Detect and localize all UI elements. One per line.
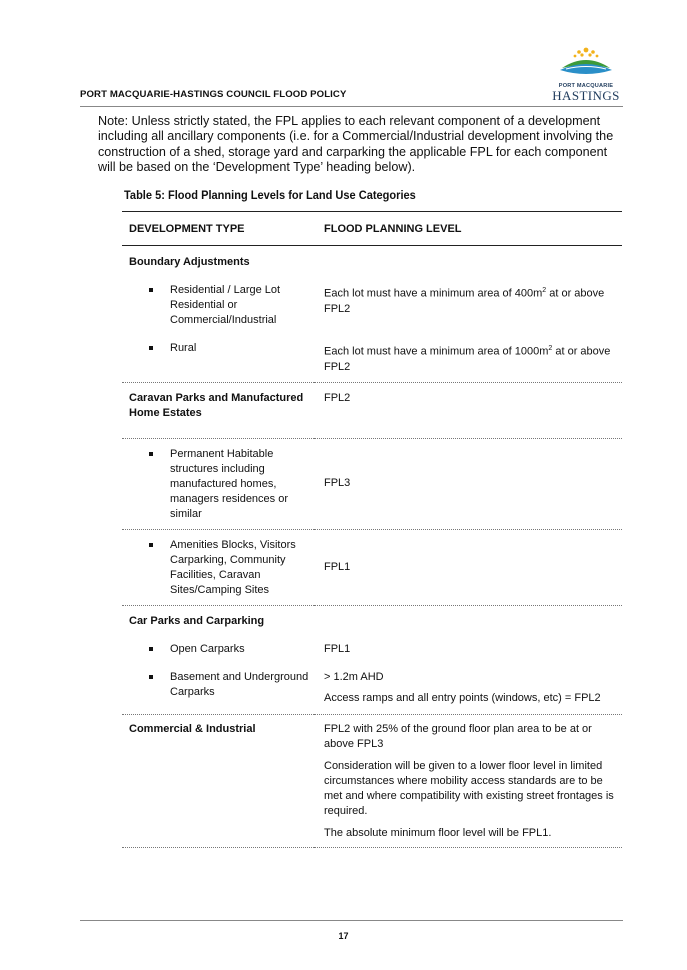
table-row: [122, 657, 622, 715]
bullet-icon: [149, 675, 153, 679]
table-row: [122, 605, 622, 635]
commercial-minimum-floor-level: The absolute minimum floor level will be FPL1.: [324, 826, 552, 839]
commercial-fpl: FPL2 with 25% of the ground floor plan area to be at or above FPL3: [324, 722, 592, 750]
table-row: [122, 714, 622, 847]
list-item: [129, 283, 314, 328]
boundary-item-rural-fpl: Each lot must have a minimum area of $1000m^2$ at or above FPL2: [314, 328, 622, 382]
caravan-item-amenities-fpl: FPL1: [314, 529, 622, 605]
bullet-icon: [149, 543, 153, 547]
logo-text-top: PORT MACQUARIE: [558, 83, 614, 89]
list-item: [129, 670, 314, 700]
category-boundary-adjustments: Boundary Adjustments: [129, 256, 250, 268]
fpl-note-paragraph: Note: Unless strictly stated, the FPL applies to each relevant component of a development including all ancillary components (i.e. for a Commercial/Industrial development involving the construction of a shed, storage yard and carparking the applicable FPL for each component will be based on the ‘Development Type’ heading below).: [98, 114, 614, 175]
boundary-item-residential-fpl: Each lot must have a minimum area of $400m^2$ at or above FPL2: [324, 287, 605, 315]
list-item: [129, 538, 314, 598]
boundary-item-rural: Rural: [170, 342, 197, 354]
table-row: [122, 276, 622, 328]
table-row: [122, 382, 622, 438]
caravan-item-permanent-habitable-fpl: FPL3: [314, 438, 622, 529]
caravan-parks-fpl: FPL2: [314, 382, 622, 438]
table-row: [122, 529, 622, 605]
carparks-item-open-fpl: FPL1: [324, 642, 351, 655]
flood-planning-levels-table: [122, 211, 622, 848]
column-header-development-type: DEVELOPMENT TYPE: [122, 212, 314, 246]
caravan-item-permanent-habitable: Permanent Habitable structures including manufactured homes, managers residences or similar: [170, 447, 289, 520]
footer-divider: [80, 920, 623, 921]
carparks-item-basement: Basement and Underground Carparks: [170, 670, 309, 698]
boundary-item-residential: Residential / Large Lot Residential or Commercial/Industrial: [170, 284, 281, 326]
carparks-item-basement-fpl: > 1.2m AHD: [324, 670, 384, 683]
commercial-consideration-note: Consideration will be given to a lower floor level in limited circumstances where mobility access standards are to be met and where compatibility with existing street frontages is required.: [324, 759, 614, 817]
table-row: [122, 328, 622, 382]
table-caption: Table 5: Flood Planning Levels for Land Use Categories: [124, 188, 416, 202]
list-item: [129, 447, 314, 522]
carparks-item-open: Open Carparks: [170, 642, 245, 655]
bullet-icon: [149, 452, 153, 456]
table-row: [122, 246, 622, 277]
page-number: 17: [338, 931, 349, 941]
logo-text-bottom: HASTINGS: [552, 88, 620, 103]
column-header-flood-planning-level: FLOOD PLANNING LEVEL: [314, 212, 622, 246]
council-logo: [548, 44, 624, 102]
document-header-title: PORT MACQUARIE-HASTINGS COUNCIL FLOOD POLICY: [80, 89, 347, 100]
table-row: [122, 635, 622, 657]
caravan-item-amenities: Amenities Blocks, Visitors Carparking, Community Facilities, Caravan Sites/Camping Sites: [170, 538, 296, 596]
bullet-icon: [149, 346, 153, 350]
logo-emblem: [548, 44, 624, 78]
bullet-icon: [149, 288, 153, 292]
list-item: [129, 341, 314, 356]
table-header-row: [122, 212, 622, 246]
category-car-parks: Car Parks and Carparking: [129, 614, 265, 627]
bullet-icon: [149, 647, 153, 651]
list-item: [129, 642, 314, 657]
table-row: [122, 438, 622, 529]
category-caravan-parks: Caravan Parks and Manufactured Home Estates: [122, 382, 314, 438]
carparks-item-basement-access-fpl: Access ramps and all entry points (windows, etc) = FPL2: [324, 691, 601, 704]
header-divider: [80, 106, 623, 107]
category-commercial-industrial: Commercial & Industrial: [122, 714, 314, 847]
